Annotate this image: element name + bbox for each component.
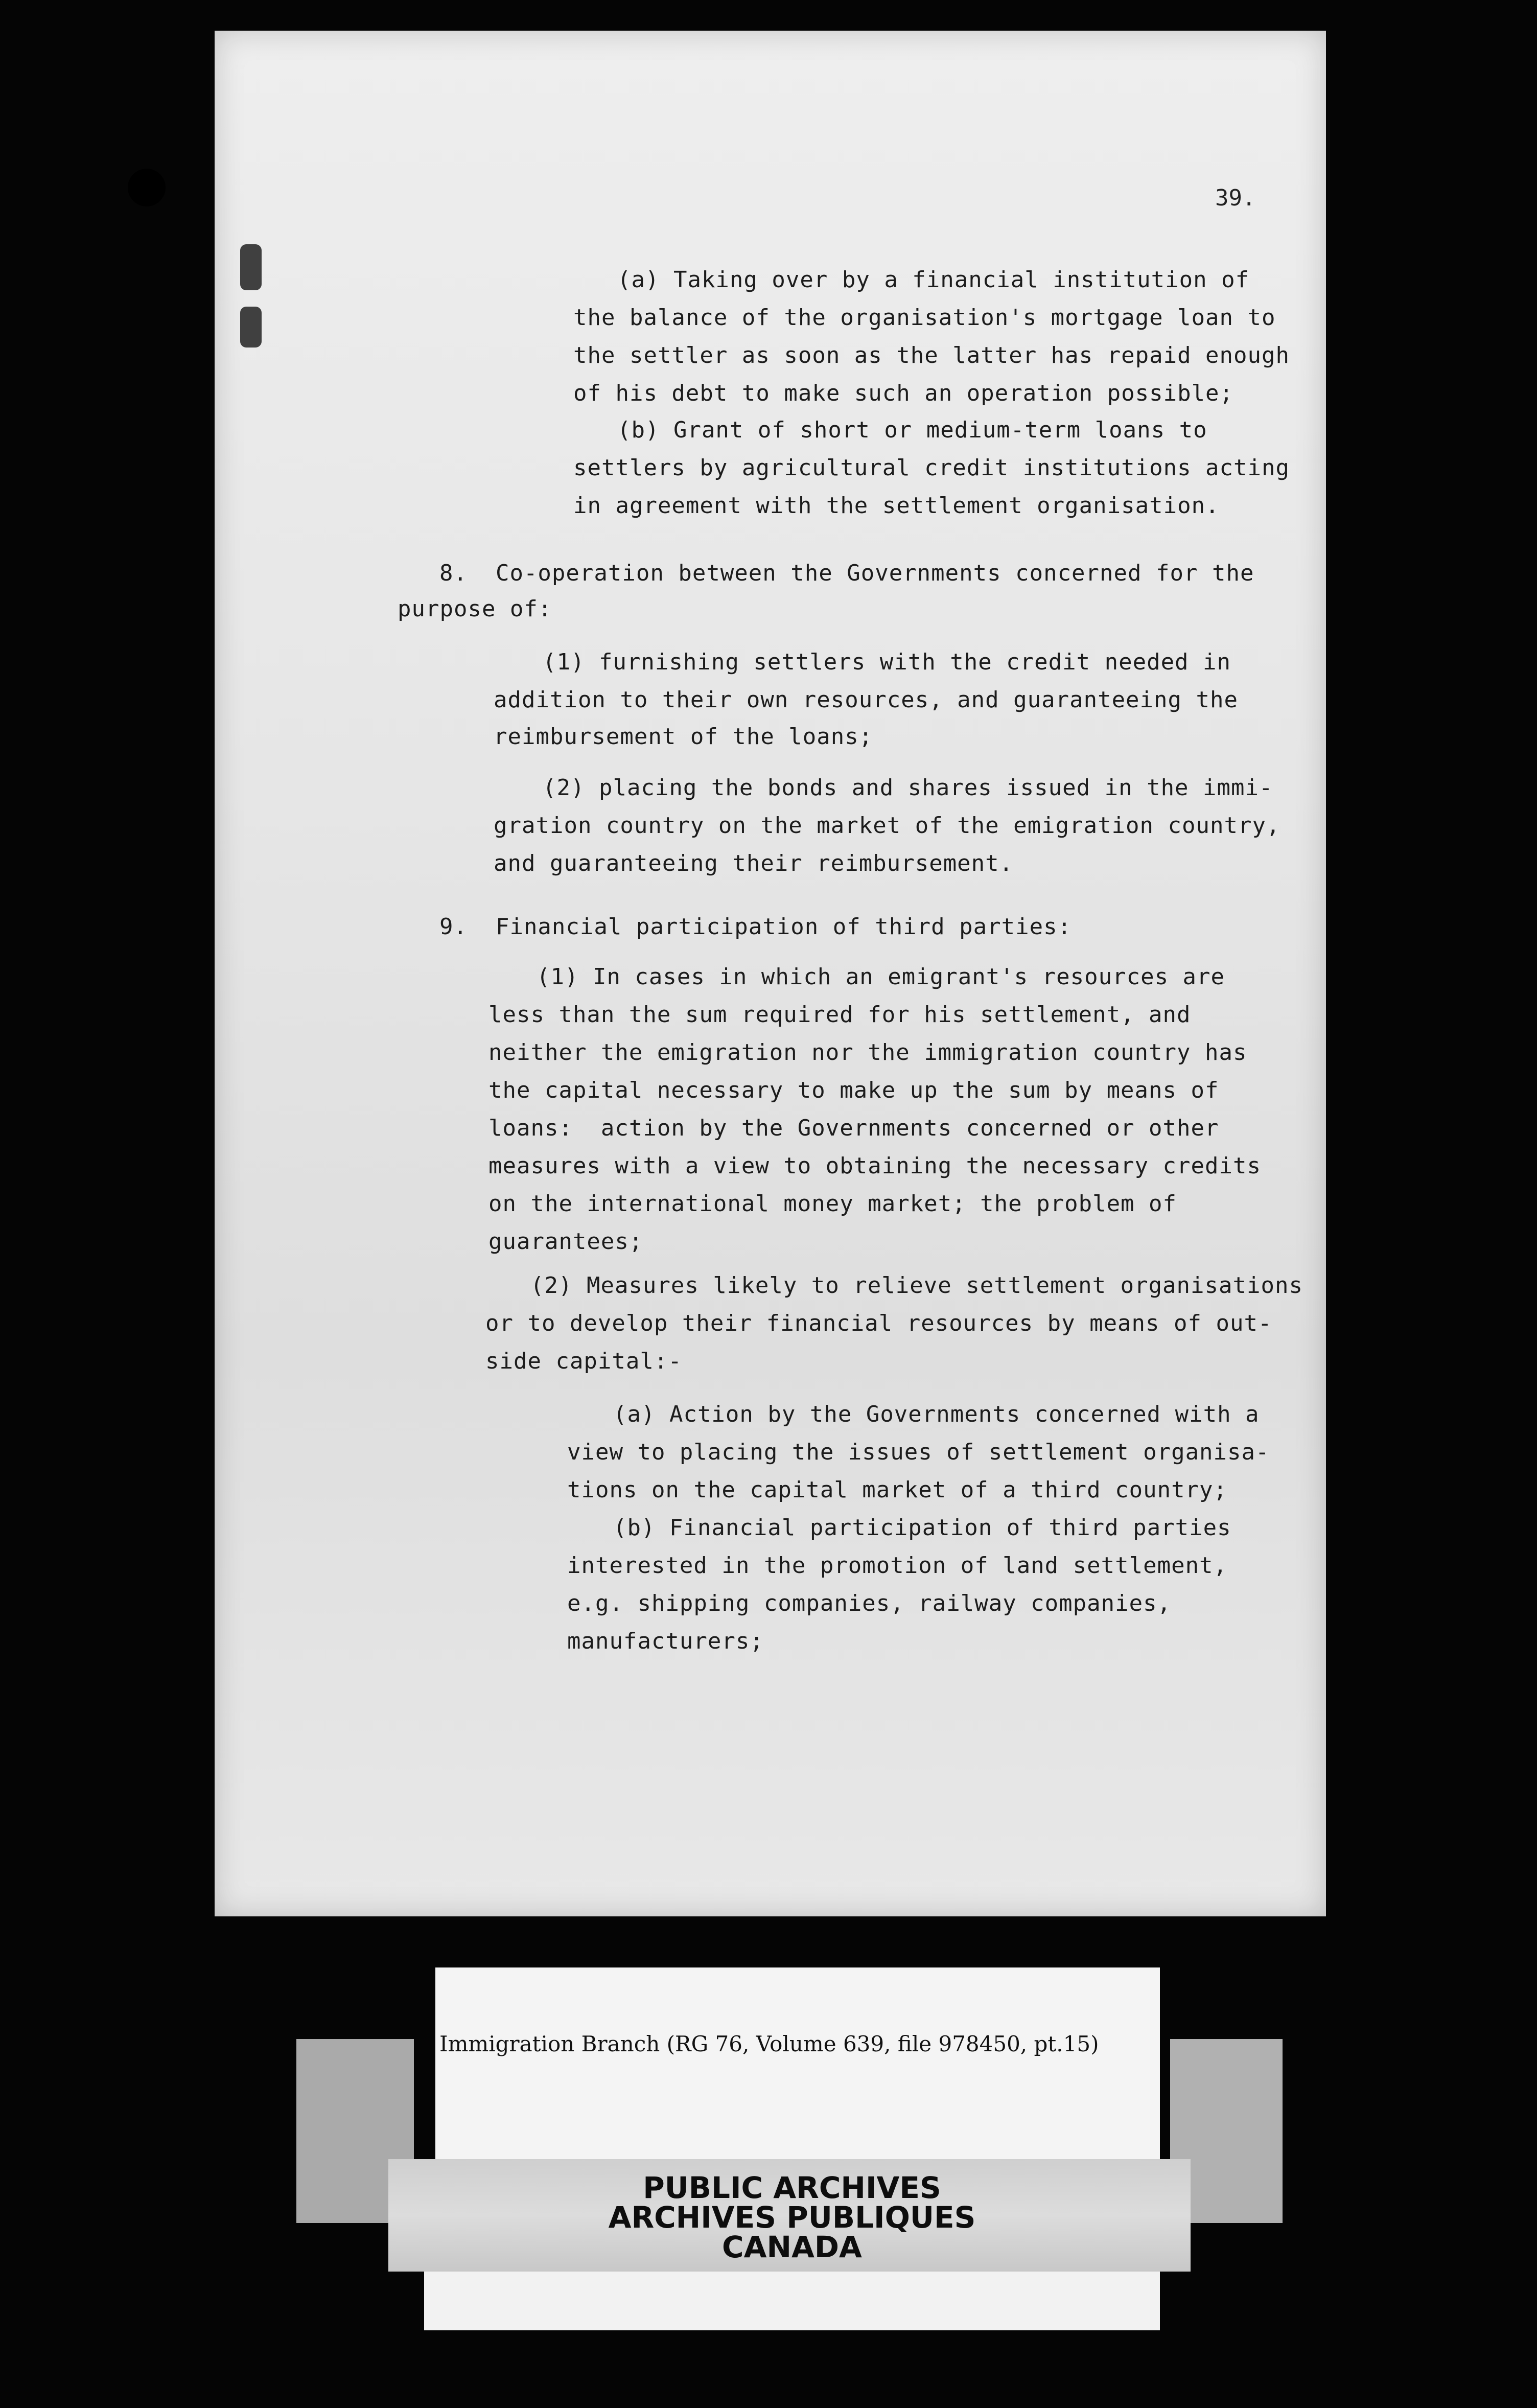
text-line: the balance of the organisation's mortgage loan to <box>573 305 1276 331</box>
text-line: the capital necessary to make up the sum by means of <box>488 1077 1219 1103</box>
text-line: measures with a view to obtaining the necessary credits <box>488 1153 1261 1179</box>
text-line: less than the sum required for his settlement, and <box>488 1002 1191 1028</box>
text-line: in agreement with the settlement organisation. <box>573 493 1220 519</box>
text-line: e.g. shipping companies, railway companies, <box>567 1590 1172 1616</box>
stamp-line: PUBLIC ARCHIVES <box>643 2170 941 2205</box>
text-line: on the international money market; the problem of <box>488 1191 1177 1217</box>
text-line: (b) Financial participation of third parties <box>613 1515 1231 1541</box>
text-line: settlers by agricultural credit institutions acting <box>573 455 1290 481</box>
punch-hole <box>128 169 166 206</box>
text-line: (b) Grant of short or medium-term loans to <box>617 417 1207 443</box>
text-line: gration country on the market of the emigration country, <box>494 813 1280 839</box>
text-line: side capital:- <box>485 1348 682 1374</box>
text-line: or to develop their financial resources by means of out- <box>485 1310 1272 1336</box>
text-line: reimbursement of the loans; <box>494 724 873 750</box>
section-heading: 9. Financial participation of third parties: <box>439 914 1072 940</box>
text-line: view to placing the issues of settlement organisa- <box>567 1439 1270 1465</box>
text-line: (1) furnishing settlers with the credit needed in <box>543 649 1231 675</box>
label-lower <box>424 2272 1160 2330</box>
text-line: (a) Taking over by a financial institution of <box>617 267 1250 293</box>
text-line: guarantees; <box>488 1229 643 1255</box>
stamp-line: CANADA <box>722 2230 862 2264</box>
text-line: of his debt to make such an operation possible; <box>573 380 1234 406</box>
text-line: tions on the capital market of a third country; <box>567 1477 1228 1503</box>
text-line: the settler as soon as the latter has repaid enough <box>573 342 1290 368</box>
staple-mark <box>240 244 262 290</box>
text-line: interested in the promotion of land settlement, <box>567 1553 1228 1579</box>
text-line: and guaranteeing their reimbursement. <box>494 850 1014 876</box>
archive-stamp <box>562 2170 1022 2264</box>
text-line: (2) placing the bonds and shares issued in the immi- <box>543 775 1273 801</box>
text-line: (2) Measures likely to relieve settlement organisations <box>530 1272 1303 1299</box>
text-line: purpose of: <box>398 596 552 622</box>
page-number: 39. <box>1215 185 1256 211</box>
stamp-line: ARCHIVES PUBLIQUES <box>608 2200 976 2235</box>
staple-mark <box>240 307 262 348</box>
text-line: manufacturers; <box>567 1628 764 1654</box>
text-line: (a) Action by the Governments concerned with a <box>613 1401 1260 1427</box>
section-heading: 8. Co-operation between the Governments concerned for the <box>439 560 1254 586</box>
archive-label <box>435 1967 1160 2162</box>
text-line: neither the emigration nor the immigration country has <box>488 1039 1247 1066</box>
text-line: loans: action by the Governments concerned or other <box>488 1115 1219 1141</box>
text-line: (1) In cases in which an emigrant's resources are <box>537 964 1225 990</box>
text-line: addition to their own resources, and guaranteeing the <box>494 687 1238 713</box>
archive-reference: Immigration Branch (RG 76, Volume 639, file 978450, pt.15) <box>439 2031 1099 2056</box>
